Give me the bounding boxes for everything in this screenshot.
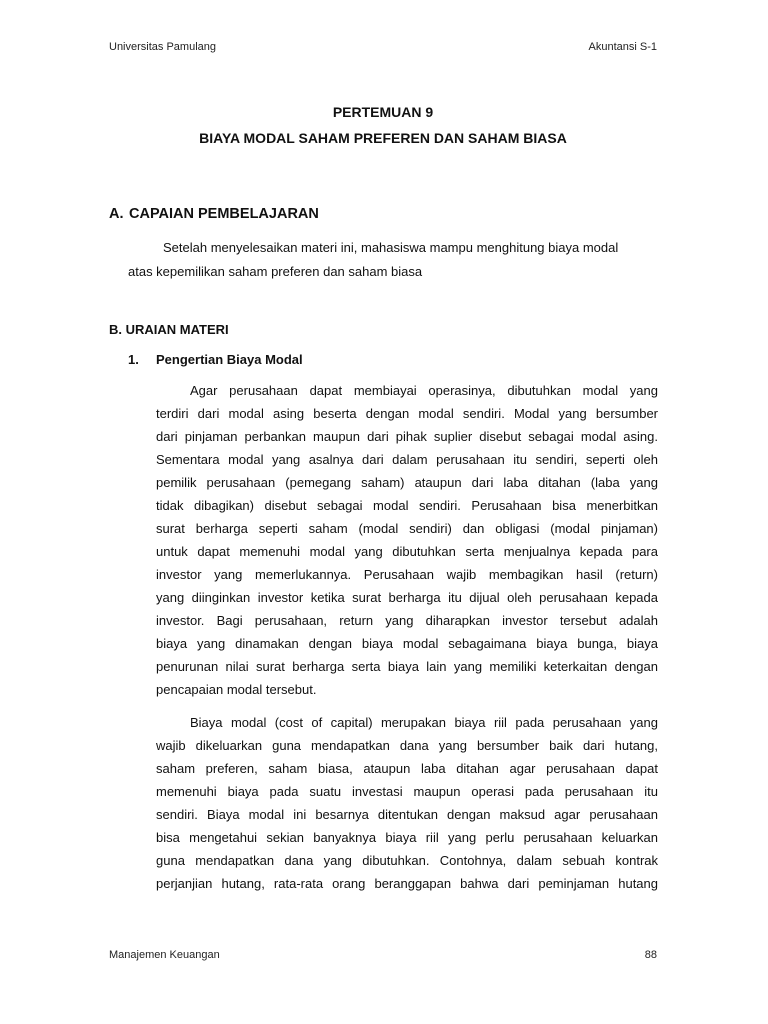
paragraph-line: yang diinginkan investor ketika surat berharga itu dijual oleh perusahaan kepada xyxy=(156,590,658,605)
paragraph-line: penurunan nilai surat berharga serta biaya lain yang memiliki keterkaitan dengan xyxy=(156,659,658,674)
paragraph-line: tidak dibagikan) disebut sebagai modal sendiri. Perusahaan bisa menerbitkan xyxy=(156,498,658,513)
paragraph-line: perjanjian hutang, rata-rata orang beranggapan bahwa dari peminjaman hutang xyxy=(156,876,658,891)
footer-course: Manajemen Keuangan xyxy=(109,949,220,961)
header-program: Akuntansi S-1 xyxy=(588,41,657,53)
paragraph-line: memenuhi biaya pada suatu investasi maupun operasi pada perusahaan itu xyxy=(156,784,658,799)
topic-title: BIAYA MODAL SAHAM PREFEREN DAN SAHAM BIASA xyxy=(199,130,567,146)
paragraph-cost-of-capital xyxy=(156,711,658,895)
paragraph-line: sendiri. Biaya modal ini besarnya ditentukan dengan maksud agar perusahaan xyxy=(156,807,658,822)
subsection-number: 1. xyxy=(128,352,139,367)
meeting-title: PERTEMUAN 9 xyxy=(332,104,434,120)
paragraph-line: surat berharga seperti saham (modal sendiri) dan obligasi (modal pinjaman) xyxy=(156,521,658,536)
paragraph-line: investor yang memerlukannya. Perusahaan wajib membagikan hasil (return) xyxy=(156,567,658,582)
section-a-heading xyxy=(109,206,319,222)
page-number: 88 xyxy=(644,949,657,961)
paragraph-line: dari pinjaman perbankan maupun dari pihak suplier disebut sebagai modal asing. xyxy=(156,429,658,444)
paragraph-line: untuk dapat memenuhi modal yang dibutuhkan serta menjualnya kepada para xyxy=(156,544,658,559)
paragraph-line: Sementara modal yang asalnya dari dalam perusahaan itu sendiri, seperti oleh xyxy=(156,452,658,467)
learning-outcome-paragraph xyxy=(128,236,658,284)
paragraph-line: saham preferen, saham biasa, ataupun laba ditahan agar perusahaan dapat xyxy=(156,761,658,776)
section-b-heading: B. URAIAN MATERI xyxy=(109,322,229,337)
subsection-heading xyxy=(128,352,303,367)
learning-outcome-line: atas kepemilikan saham preferen dan saham biasa xyxy=(128,264,423,279)
section-a-letter: A. xyxy=(109,206,124,222)
paragraph-line: investor. Bagi perusahaan, return yang diharapkan investor tersebut adalah xyxy=(156,613,658,628)
paragraph-line: bisa mengetahui sekian banyaknya biaya riil yang perlu perusahaan keluarkan xyxy=(156,830,658,845)
paragraph-line: biaya yang dinamakan dengan biaya modal sebagaimana biaya bunga, biaya xyxy=(156,636,658,651)
paragraph-line: guna mendapatkan dana yang dibutuhkan. Contohnya, dalam sebuah kontrak xyxy=(156,853,658,868)
paragraph-line: pencapaian modal tersebut. xyxy=(156,682,317,697)
paragraph-line: Agar perusahaan dapat membiayai operasinya, dibutuhkan modal yang xyxy=(190,383,658,398)
paragraph-line: pemilik perusahaan (pemegang saham) ataupun dari laba ditahan (laba yang xyxy=(156,475,658,490)
learning-outcome-line: Setelah menyelesaikan materi ini, mahasiswa mampu menghitung biaya modal xyxy=(163,240,619,255)
subsection-title: Pengertian Biaya Modal xyxy=(156,352,303,367)
paragraph-line: Biaya modal (cost of capital) merupakan biaya riil pada perusahaan yang xyxy=(190,715,658,730)
header-university: Universitas Pamulang xyxy=(109,41,216,53)
paragraph-line: terdiri dari modal asing beserta dengan modal sendiri. Modal yang bersumber xyxy=(156,406,658,421)
section-a-title: CAPAIAN PEMBELAJARAN xyxy=(129,206,319,222)
paragraph-line: wajib dikeluarkan guna mendapatkan dana yang bersumber baik dari hutang, xyxy=(156,738,658,753)
paragraph-capital-definition xyxy=(156,379,658,701)
